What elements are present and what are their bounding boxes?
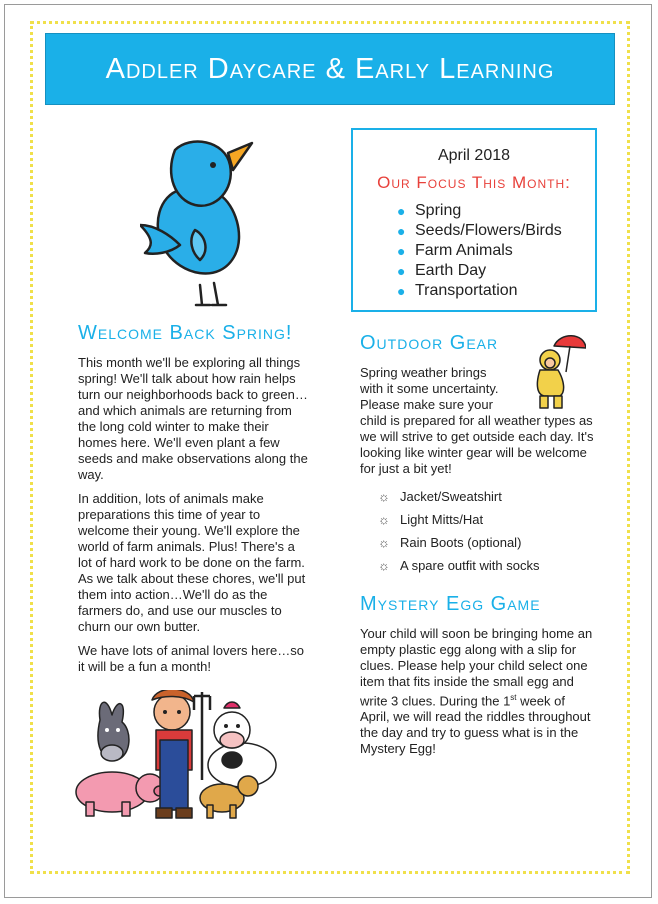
focus-heading: Our Focus This Month: <box>377 173 571 192</box>
gear-intro-line: Spring weather brings <box>360 365 487 380</box>
list-item: ● Earth Day <box>397 262 487 279</box>
monthly-focus-box <box>351 128 597 312</box>
sun-icon: ☼ <box>378 535 390 550</box>
welcome-section <box>78 322 308 675</box>
welcome-paragraph-3: We have lots of animal lovers here…so it will be a fun a month! <box>78 643 304 674</box>
bluebird-illustration <box>140 135 260 310</box>
bullet-icon: ● <box>397 243 406 259</box>
welcome-heading: Welcome Back Spring! <box>78 322 293 344</box>
welcome-paragraph-2: In addition, lots of animals make preparations this time of year to welcome their young. We'll explore the world of farm animals. Plus! There's a lot of hard work to be done on the farm. As we talk about these chores, we'll put them into action…We'll do as the farmers do, and use our muscles to churn our own butter. <box>78 491 306 634</box>
list-item: ☼ Rain Boots (optional) <box>378 531 595 554</box>
bullet-icon: ● <box>397 263 406 279</box>
list-item: ● Seeds/Flowers/Birds <box>397 222 562 239</box>
gear-intro-line: Please make sure your <box>360 397 493 412</box>
gear-intro-line: with it some uncertainty. <box>360 381 499 396</box>
gear-heading: Outdoor Gear <box>360 332 499 354</box>
mystery-heading: Mystery Egg Game <box>360 593 541 615</box>
farm-animals-illustration <box>72 690 287 820</box>
gear-list <box>378 485 595 577</box>
focus-date: April 2018 <box>437 147 511 164</box>
title-banner <box>45 33 615 105</box>
list-item: ☼ A spare outfit with socks <box>378 554 595 577</box>
bullet-icon: ● <box>397 283 406 299</box>
list-item: ● Transportation <box>397 282 518 299</box>
bullet-icon: ● <box>397 223 406 239</box>
newsletter-title: Addler Daycare & Early Learning <box>105 52 555 85</box>
list-item: ☼ Jacket/Sweatshirt <box>378 485 595 508</box>
focus-list <box>353 201 595 301</box>
sun-icon: ☼ <box>378 558 390 573</box>
bullet-icon: ● <box>397 203 406 219</box>
list-item: ☼ Light Mitts/Hat <box>378 508 595 531</box>
right-column <box>360 332 595 757</box>
ordinal-suffix: st <box>510 693 517 702</box>
welcome-paragraph-1: This month we'll be exploring all things spring! We'll talk about how rain helps turn our neighborhoods back to green…and which animals are returning from the long cold winter to make their homes here. We'll even plant a few seeds and make observations along the way. <box>78 355 308 482</box>
gear-paragraph: child is prepared for all weather types as we will strive to get outside each day. It's looking like winter gear will be welcome for just a bit yet! <box>360 413 594 476</box>
sun-icon: ☼ <box>378 512 390 527</box>
list-item: ● Spring <box>397 202 462 219</box>
list-item: ● Farm Animals <box>397 242 513 259</box>
sun-icon: ☼ <box>378 489 390 504</box>
mystery-paragraph: Your child will soon be bringing home an empty plastic egg along with a slip for clues. Please help your child select one item that fits inside the small egg and write 3 clues. During the 1st week of April, we will read the riddles throughout the day and try to guess what is in the Mystery Egg! <box>360 626 593 757</box>
